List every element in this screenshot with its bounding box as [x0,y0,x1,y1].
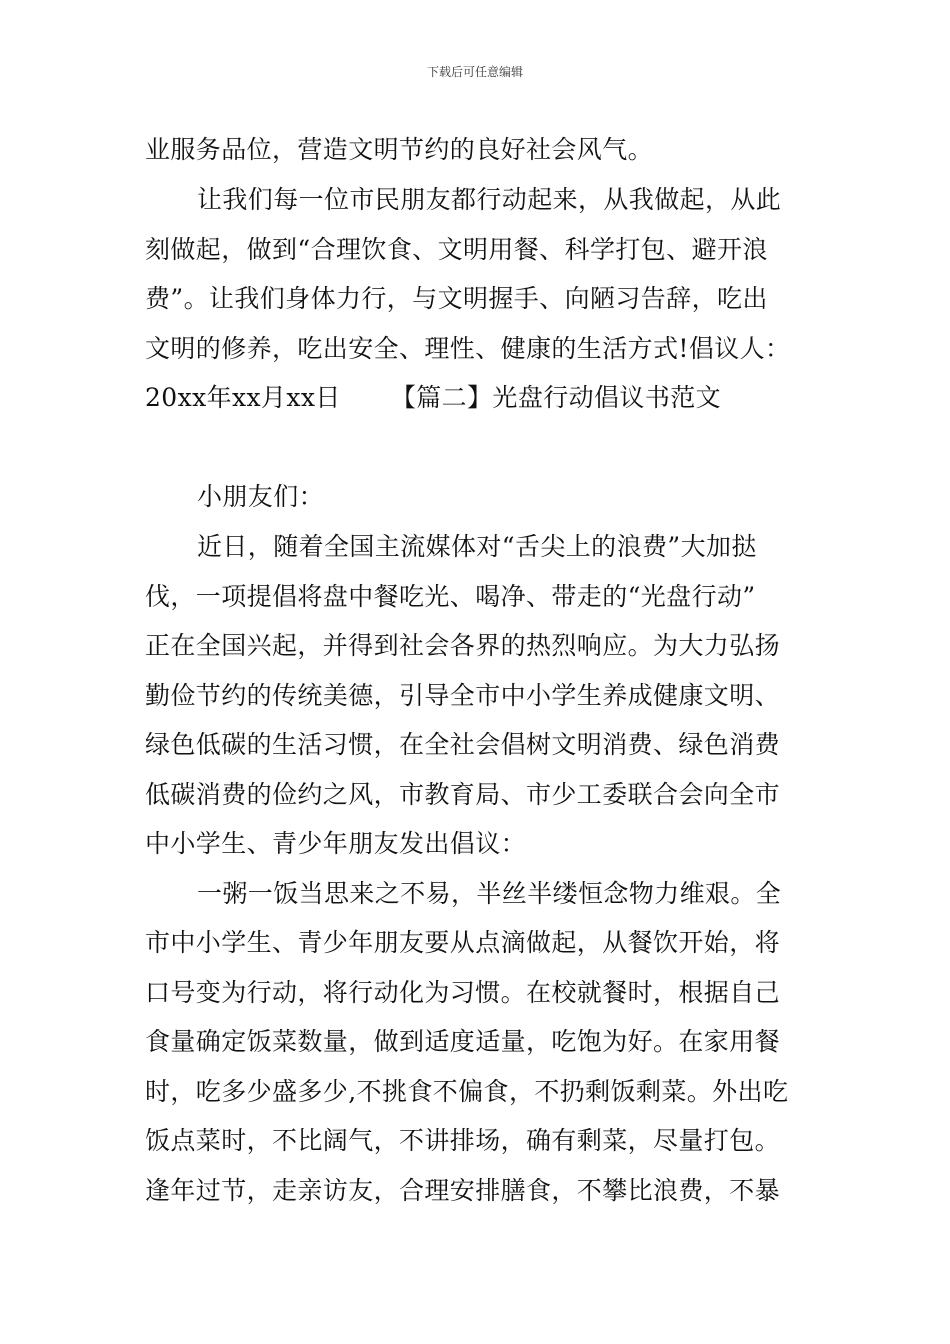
signature-date: 20xx年xx月xx日 [145,383,341,412]
text-line: 让我们每一位市民朋友都行动起来，从我做起，从此 [197,185,782,214]
text-line: 文明的修养，吃出安全、理性、健康的生活方式!倡议人： [145,334,791,363]
text-line: 业服务品位，营造文明节约的良好社会风气。 [145,135,654,164]
text-line: 绿色低碳的生活习惯，在全社会倡树文明消费、绿色消费 [145,730,781,759]
text-line: 勤俭节约的传统美德，引导全市中小学生养成健康文明、 [145,681,781,710]
text-line: 刻做起，做到“合理饮食、文明用餐、科学打包、避开浪 [145,235,768,264]
text-line: 市中小学生、青少年朋友要从点滴做起，从餐饮开始，将 [145,928,781,957]
page-header: 下载后可任意编辑 [426,65,523,79]
text-line: 近日，随着全国主流媒体对“舌尖上的浪费”大加挞 [197,532,757,561]
text-line: 中小学生、青少年朋友发出倡议： [145,829,527,858]
text-line: 伐，一项提倡将盘中餐吃光、喝净、带走的“光盘行动” [145,582,756,611]
text-line: 逢年过节，走亲访友，合理安排膳食，不攀比浪费，不暴 [145,1176,781,1205]
text-line: 费”。让我们身体力行，与文明握手、向陋习告辞，吃出 [145,284,768,313]
salutation: 小朋友们： [197,482,325,511]
text-line: 低碳消费的俭约之风，市教育局、市少工委联合会向全市 [145,780,781,809]
text-line: 正在全国兴起，并得到社会各界的热烈响应。为大力弘扬 [145,631,781,660]
text-line: 口号变为行动，将行动化为习惯。在校就餐时，根据自己 [145,978,781,1007]
text-line: 一粥一饭当思来之不易，半丝半缕恒念物力维艰。全 [197,879,782,908]
text-line: 饭点菜时，不比阔气，不讲排场，确有剩菜，尽量打包。 [145,1126,781,1155]
date-and-section-line [145,381,721,415]
section-title: 【篇二】光盘行动倡议书范文 [390,383,722,412]
text-line: 食量确定饭菜数量，做到适度适量，吃饱为好。在家用餐 [145,1027,781,1056]
text-line: 时，吃多少盛多少,不挑食不偏食，不扔剩饭剩菜。外出吃 [145,1077,789,1106]
